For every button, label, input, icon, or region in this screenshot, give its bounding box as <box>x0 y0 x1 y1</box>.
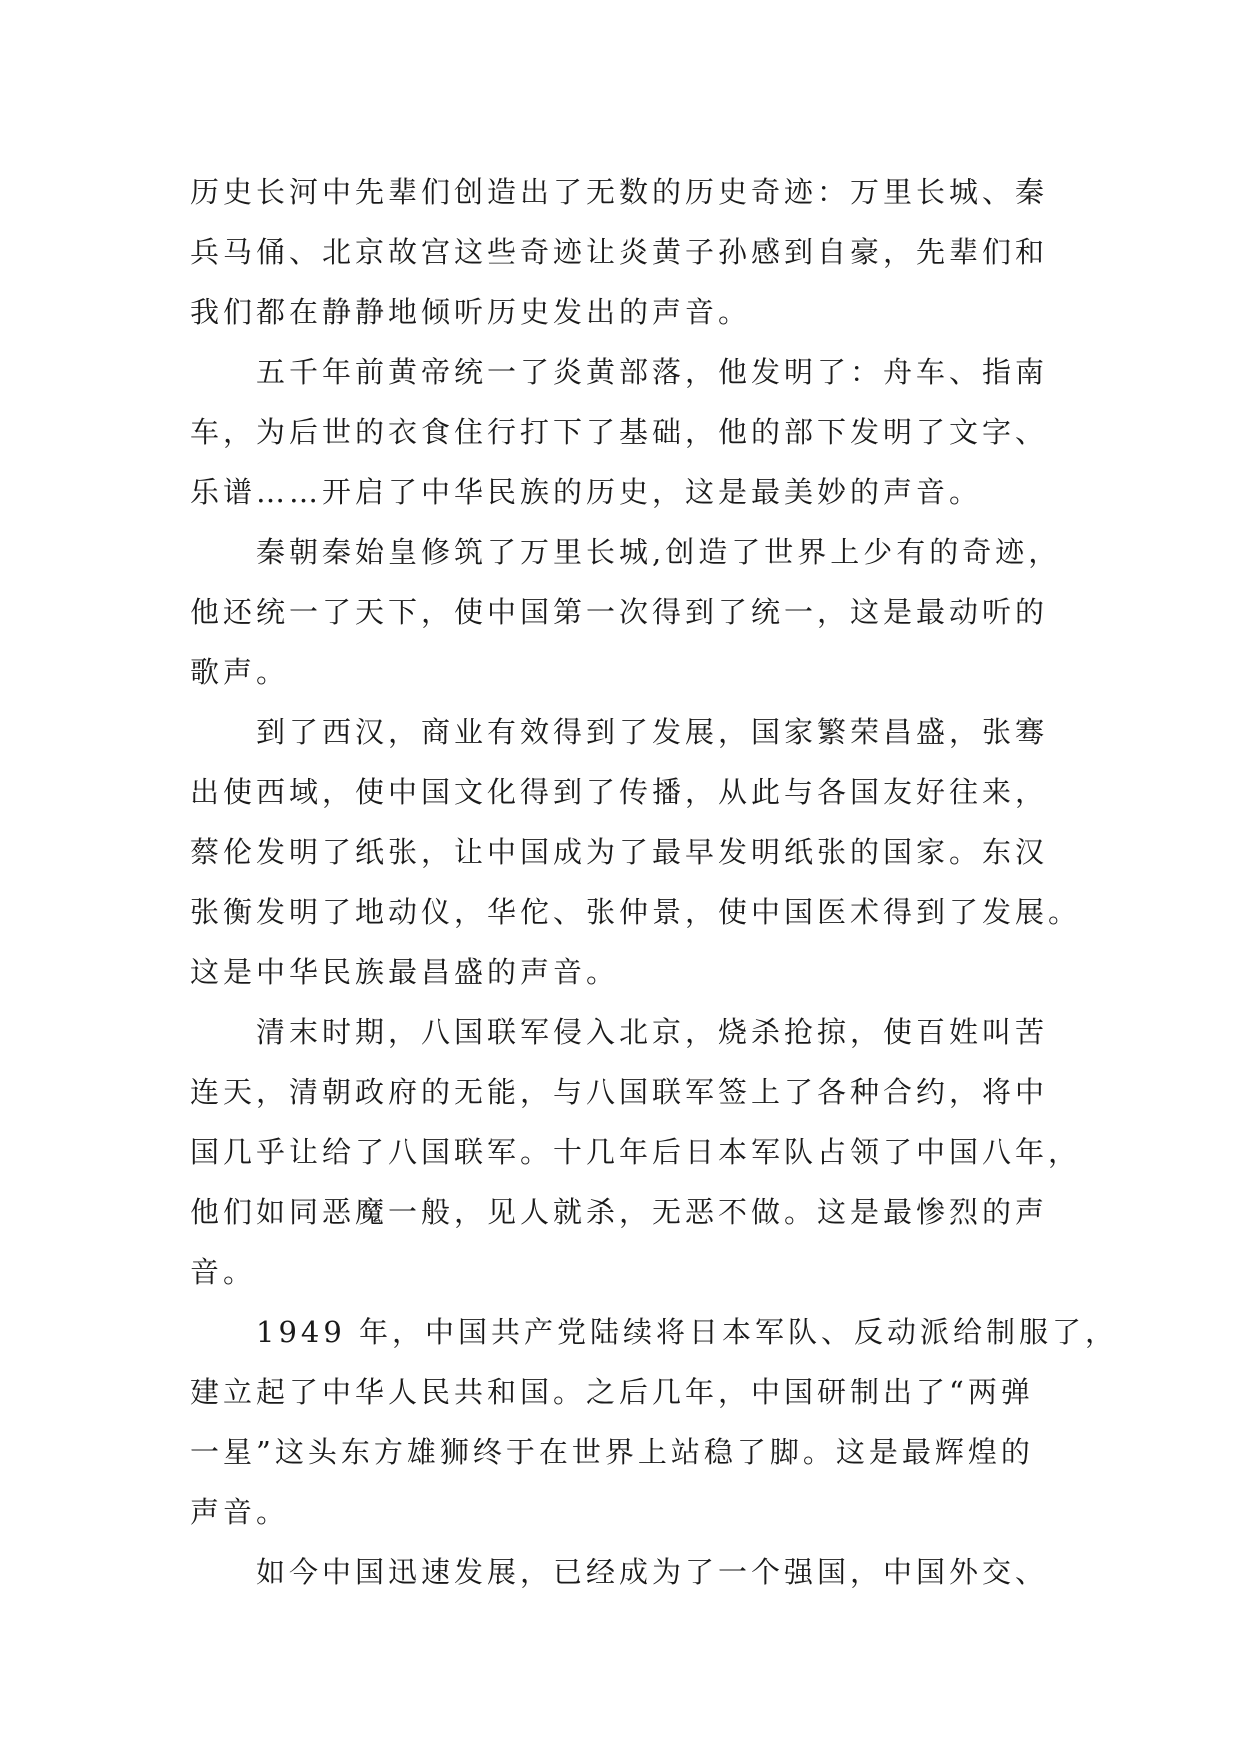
text-line: 张衡发明了地动仪，华佗、张仲景，使中国医术得到了发展。 <box>190 895 1082 929</box>
text-line: 国几乎让给了八国联军。十几年后日本军队占领了中国八年， <box>190 1135 1082 1169</box>
paragraph-first-line: 秦朝秦始皇修筑了万里长城,创造了世界上少有的奇迹， <box>256 535 1062 569</box>
paragraph-first-line: 到了西汉，商业有效得到了发展，国家繁荣昌盛，张骞 <box>256 715 1049 749</box>
paragraph-first-line: 如今中国迅速发展，已经成为了一个强国，中国外交、 <box>256 1555 1049 1589</box>
text-line: 我们都在静静地倾听历史发出的声音。 <box>190 295 752 329</box>
text-line: 歌声。 <box>190 655 290 689</box>
text-line: 这是中华民族最昌盛的声音。 <box>190 955 620 989</box>
text-line: 一星”这头东方雄狮终于在世界上站稳了脚。这是最辉煌的 <box>190 1435 1034 1469</box>
paragraph-first-line: 清末时期，八国联军侵入北京，烧杀抢掠，使百姓叫苦 <box>256 1015 1049 1049</box>
paragraph-first-line: 1949 年，中国共产党陆续将日本军队、反动派给制服了， <box>256 1315 1119 1349</box>
text-line: 蔡伦发明了纸张，让中国成为了最早发明纸张的国家。东汉 <box>190 835 1049 869</box>
text-line: 车，为后世的衣食住行打下了基础，他的部下发明了文字、 <box>190 415 1049 449</box>
text-line: 连天，清朝政府的无能，与八国联军签上了各种合约，将中 <box>190 1075 1049 1109</box>
text-line: 他还统一了天下，使中国第一次得到了统一，这是最动听的 <box>190 595 1049 629</box>
text-line: 乐谱……开启了中华民族的历史，这是最美妙的声音。 <box>190 475 983 509</box>
text-line: 历史长河中先辈们创造出了无数的历史奇迹：万里长城、秦 <box>190 175 1049 209</box>
body-text <box>190 162 1119 1602</box>
text-line: 出使西域，使中国文化得到了传播，从此与各国友好往来， <box>190 775 1049 809</box>
paragraph-first-line: 五千年前黄帝统一了炎黄部落，他发明了：舟车、指南 <box>256 355 1049 389</box>
text-line: 声音。 <box>190 1495 290 1529</box>
text-line: 兵马俑、北京故宫这些奇迹让炎黄子孙感到自豪，先辈们和 <box>190 235 1049 269</box>
text-line: 他们如同恶魔一般，见人就杀，无恶不做。这是最惨烈的声 <box>190 1195 1049 1229</box>
text-line: 建立起了中华人民共和国。之后几年，中国研制出了“两弹 <box>190 1375 1034 1409</box>
text-line: 音。 <box>190 1255 257 1289</box>
